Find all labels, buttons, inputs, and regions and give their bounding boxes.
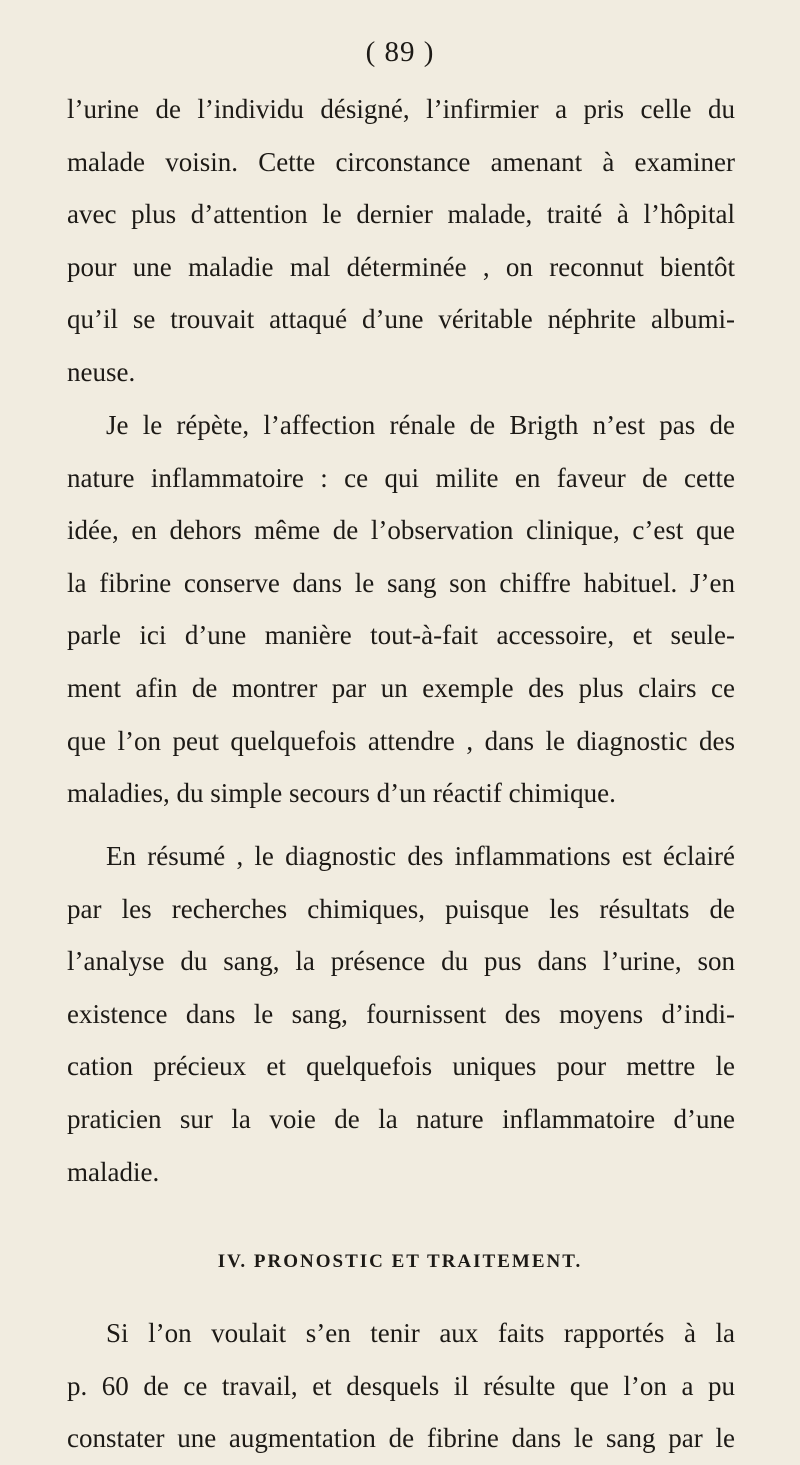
text-line: l’analyse du sang, la présence du pus dans l’urine, son (67, 946, 735, 977)
text-line: existence dans le sang, fournissent des moyens d’indi- (67, 998, 735, 1029)
text-line: pour une maladie mal déterminée , on reconnut bientôt (67, 251, 735, 282)
paragraph-2 (67, 399, 735, 820)
text-line: nature inflammatoire : ce qui milite en faveur de cette (67, 462, 735, 493)
text-line: maladies, du simple secours d’un réactif chimique. (67, 778, 616, 809)
text-line: ment afin de montrer par un exemple des plus clairs ce (67, 672, 735, 703)
text-line: constater une augmentation de fibrine dans le sang par le (67, 1423, 735, 1454)
text-line: par les recherches chimiques, puisque les résultats de (67, 893, 735, 924)
text-line: neuse. (67, 356, 136, 387)
text-line: praticien sur la voie de la nature inflammatoire d’une (67, 1103, 735, 1134)
text-line: parle ici d’une manière tout-à-fait accessoire, et seule- (67, 620, 735, 651)
text-line: avec plus d’attention le dernier malade, traité à l’hôpital (67, 199, 735, 230)
paragraph-1 (67, 83, 735, 399)
text-line: Si l’on voulait s’en tenir aux faits rapportés à la (106, 1318, 735, 1348)
text-line: la fibrine conserve dans le sang son chiffre habituel. J’en (67, 567, 735, 598)
paragraph-3 (67, 830, 735, 1198)
section-heading: IV. PRONOSTIC ET TRAITEMENT. (217, 1251, 583, 1272)
text-line: qu’il se trouvait attaqué d’une véritable néphrite albumi- (67, 304, 735, 335)
text-line: malade voisin. Cette circonstance amenant à examiner (67, 146, 735, 177)
paragraph-4 (67, 1307, 735, 1465)
text-line: p. 60 de ce travail, et desquels il résulte que l’on a pu (67, 1370, 735, 1401)
text-line: que l’on peut quelquefois attendre , dans le diagnostic des (67, 725, 735, 756)
text-line: l’urine de l’individu désigné, l’infirmier a pris celle du (67, 94, 735, 124)
text-line: maladie. (67, 1156, 160, 1187)
text-line: En résumé , le diagnostic des inflammations est éclairé (106, 841, 735, 871)
text-line: Je le répète, l’affection rénale de Brigth n’est pas de (106, 410, 735, 440)
text-line: idée, en dehors même de l’observation clinique, c’est que (67, 515, 735, 546)
text-line: cation précieux et quelquefois uniques pour mettre le (67, 1051, 735, 1082)
page-number: ( 89 ) (365, 36, 435, 68)
